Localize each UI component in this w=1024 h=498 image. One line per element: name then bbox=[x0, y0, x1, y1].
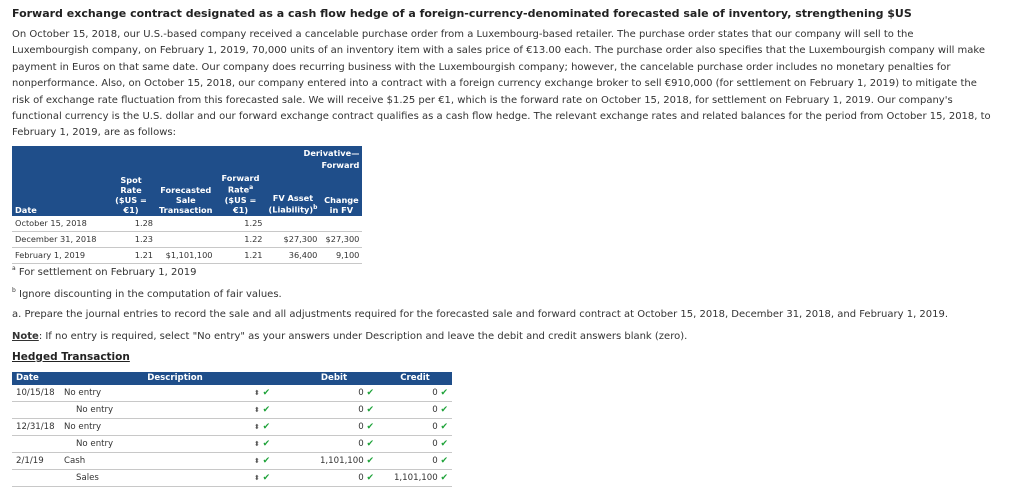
check-icon: ✔ bbox=[366, 473, 374, 483]
paragraph-line: On October 15, 2018, our U.S.-based company received a cancelable purchase order from a Luxembourg-based retailer. The purchase order states that our company will sell to the bbox=[12, 29, 914, 40]
check-icon: ✔ bbox=[366, 456, 374, 466]
paragraph-line: payment in Euros on that same date. Our company does recurring business with the Luxembourgish company; however, the cancelable purchase order includes no monetary penalties for bbox=[12, 61, 951, 73]
check-icon: ✔ bbox=[440, 473, 448, 483]
footnote-a: $^a$ For settlement on February 1, 2019 bbox=[12, 265, 197, 278]
check-icon: ✔ bbox=[262, 473, 271, 483]
instruction-a: a. Prepare the journal entries to record the sale and all adjustments required for the forecasted sale and forward contract at October 15, 2018, December 31, 2018, and February 1, 2019. bbox=[12, 309, 949, 320]
problem-paragraph bbox=[12, 27, 1014, 142]
debit-input[interactable]: 0 ✔ bbox=[290, 385, 378, 402]
debit-input[interactable]: 0 ✔ bbox=[290, 470, 378, 487]
col-date: Date bbox=[12, 172, 106, 216]
credit-input[interactable]: 0 ✔ bbox=[378, 385, 452, 402]
journal-row: 10/15/18 No entry ⬍ ✔ 0 ✔ 0 ✔ bbox=[12, 385, 452, 402]
select-arrows-icon: ⬍ bbox=[254, 457, 260, 465]
check-icon: ✔ bbox=[366, 405, 374, 415]
select-arrows-icon: ⬍ bbox=[254, 440, 260, 448]
journal-entry-table bbox=[12, 372, 452, 487]
col-date: Date bbox=[12, 372, 60, 385]
paragraph-line: risk of exchange rate fluctuation from this forecasted sale. We will receive $1.25 per €1, which is the forward rate on October 15, 2018, for settlement on February 1, 2019. Our company's bbox=[12, 94, 953, 106]
credit-input[interactable]: 0 ✔ bbox=[378, 402, 452, 419]
debit-input[interactable]: 0 ✔ bbox=[290, 436, 378, 453]
check-icon: ✔ bbox=[262, 422, 271, 432]
debit-input[interactable]: 1,101,100 ✔ bbox=[290, 453, 378, 470]
check-icon: ✔ bbox=[440, 405, 448, 415]
check-icon: ✔ bbox=[440, 439, 448, 449]
col-debit: Debit bbox=[290, 372, 378, 385]
paragraph-line: functional currency is the U.S. dollar and our forward exchange contract qualifies as a cash flow hedge. The relevant exchange rates and related balances for the period from October 15, 2018, to bbox=[12, 111, 991, 123]
col-credit: Credit bbox=[378, 372, 452, 385]
col-forecasted-sale: Forecasted Sale Transaction bbox=[156, 172, 216, 216]
check-icon: ✔ bbox=[366, 422, 374, 432]
footnote-b: $^b$ Ignore discounting in the computation of fair values. bbox=[12, 287, 282, 300]
description-select[interactable]: No entry ⬍ ✔ bbox=[60, 385, 290, 402]
page-title: Forward exchange contract designated as a cash flow hedge of a foreign-currency-denominated forecasted sale of inventory, strengthening $US bbox=[12, 7, 912, 20]
note: Note: If no entry is required, select "No entry" as your answers under Description and leave the debit and credit answers blank (zero). bbox=[12, 331, 688, 342]
group-header: Derivative—Forward bbox=[266, 146, 363, 172]
check-icon: ✔ bbox=[440, 388, 448, 398]
table-row: December 31, 2018 1.23 1.22 $27,300 $27,300 bbox=[12, 231, 362, 247]
credit-input[interactable]: 0 ✔ bbox=[378, 419, 452, 436]
debit-input[interactable]: 0 ✔ bbox=[290, 402, 378, 419]
select-arrows-icon: ⬍ bbox=[254, 423, 260, 431]
description-select[interactable]: No entry ⬍ ✔ bbox=[60, 419, 290, 436]
paragraph-line: Luxembourgish company, on February 1, 2019, 70,000 units of an inventory item with a sales price of €13.00 each. The purchase order also specifies that the Luxembourgish company will make bbox=[12, 45, 986, 57]
select-arrows-icon: ⬍ bbox=[254, 389, 260, 397]
check-icon: ✔ bbox=[366, 439, 374, 449]
credit-input[interactable]: 1,101,100 ✔ bbox=[378, 470, 452, 487]
col-change-fv: Change in FV bbox=[320, 172, 362, 216]
check-icon: ✔ bbox=[440, 456, 448, 466]
credit-input[interactable]: 0 ✔ bbox=[378, 453, 452, 470]
description-select[interactable]: Sales ⬍ ✔ bbox=[60, 470, 290, 487]
table-row: October 15, 2018 1.28 1.25 bbox=[12, 216, 362, 232]
description-select[interactable]: Cash ⬍ ✔ bbox=[60, 453, 290, 470]
journal-row bbox=[12, 470, 452, 487]
exchange-rates-table bbox=[12, 146, 362, 264]
check-icon: ✔ bbox=[440, 422, 448, 432]
col-fv-asset: FV Asset (Liability)$^b$ bbox=[266, 172, 321, 216]
check-icon: ✔ bbox=[262, 439, 271, 449]
journal-row bbox=[12, 436, 452, 453]
paragraph-line: nonperformance. Also, on October 15, 2018, our company entered into a contract with a foreign currency exchange broker to sell €910,000 (for settlement on February 1, 2019) to mitigate the bbox=[12, 78, 977, 90]
journal-row: 12/31/18 No entry ⬍ ✔ 0 ✔ 0 ✔ bbox=[12, 419, 452, 436]
debit-input[interactable]: 0 ✔ bbox=[290, 419, 378, 436]
col-description: Description bbox=[60, 372, 290, 385]
description-select[interactable]: No entry ⬍ ✔ bbox=[60, 402, 290, 419]
select-arrows-icon: ⬍ bbox=[254, 474, 260, 482]
journal-row: 2/1/19 Cash ⬍ ✔ 1,101,100 ✔ 0 ✔ bbox=[12, 453, 452, 470]
credit-input[interactable]: 0 ✔ bbox=[378, 436, 452, 453]
check-icon: ✔ bbox=[262, 456, 271, 466]
table-row: February 1, 2019 1.21 $1,101,100 1.21 36,400 9,100 bbox=[12, 247, 362, 263]
section-title-hedged-transaction: Hedged Transaction bbox=[12, 351, 130, 363]
select-arrows-icon: ⬍ bbox=[254, 406, 260, 414]
paragraph-line: February 1, 2019, are as follows: bbox=[12, 127, 176, 139]
col-spot: Spot Rate ($US = €1) bbox=[106, 172, 156, 216]
col-forward-rate: Forward Rate$^a$ ($US = €1) bbox=[216, 172, 266, 216]
check-icon: ✔ bbox=[366, 388, 374, 398]
check-icon: ✔ bbox=[262, 405, 271, 415]
description-select[interactable]: No entry ⬍ ✔ bbox=[60, 436, 290, 453]
journal-row bbox=[12, 402, 452, 419]
check-icon: ✔ bbox=[262, 388, 271, 398]
